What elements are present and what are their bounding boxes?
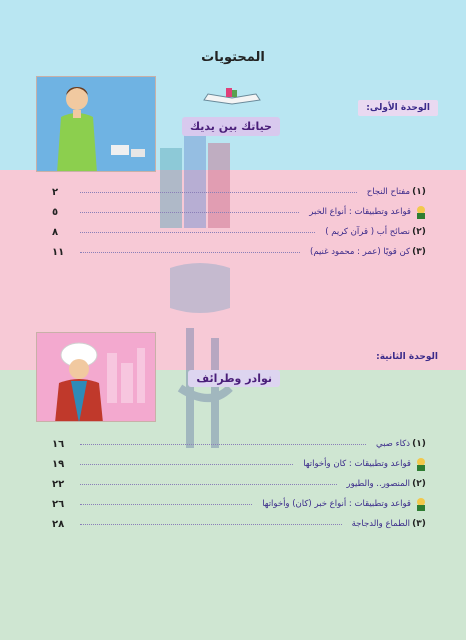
unit-1-label: الوحدة الأولى: (358, 100, 438, 116)
toc-label: مفتاح النجاح (366, 187, 410, 197)
unit-2-label: الوحدة الثانية: (376, 352, 438, 362)
toc-row[interactable] (52, 222, 428, 242)
grammar-icon (414, 205, 428, 219)
open-book-icon (200, 86, 264, 108)
toc-row[interactable] (52, 202, 428, 222)
toc-row[interactable] (52, 494, 428, 514)
toc-number: (٢) (412, 227, 426, 237)
boy-illustration (36, 76, 156, 172)
toc-leader (80, 504, 252, 505)
toc-page: ١٦ (52, 438, 65, 450)
toc-label: قواعد وتطبيقات : أنواع خبر (كان) وأخواتها (262, 499, 411, 509)
toc-leader (80, 192, 357, 193)
grammar-icon (414, 457, 428, 471)
toc-label: نصائح أب ( قرآن كريم ) (325, 227, 410, 237)
unit-1-title: حياتك بين يديك (182, 117, 280, 136)
toc-row[interactable] (52, 242, 428, 262)
toc-page: ٢ (52, 186, 59, 198)
toc-page: ١١ (52, 246, 65, 258)
grammar-icon (414, 497, 428, 511)
toc-label: ذكاء صبي (376, 439, 410, 449)
unit-2-toc (52, 434, 428, 534)
turban-man-illustration (36, 332, 156, 422)
toc-page: ٢٦ (52, 498, 65, 510)
unit-1-toc (52, 182, 428, 262)
toc-leader (80, 232, 315, 233)
toc-page: ٢٢ (52, 478, 65, 490)
toc-row[interactable] (52, 182, 428, 202)
toc-page: ٢٨ (52, 518, 65, 530)
toc-leader (80, 444, 366, 445)
toc-leader (80, 252, 300, 253)
toc-page: ٨ (52, 226, 59, 238)
toc-row[interactable] (52, 454, 428, 474)
page-title: المحتويات (201, 50, 265, 65)
toc-row[interactable] (52, 474, 428, 494)
toc-page: ٥ (52, 206, 59, 218)
toc-row[interactable] (52, 514, 428, 534)
toc-number: (١) (412, 439, 426, 449)
unit-2-title: نوادر وطرائف (188, 370, 280, 387)
toc-label: كن قويًا (عمر : محمود غنيم) (310, 247, 410, 257)
toc-row[interactable] (52, 434, 428, 454)
toc-number: (٣) (412, 247, 426, 257)
toc-leader (80, 464, 293, 465)
toc-leader (80, 212, 299, 213)
toc-label: الطماع والدجاجة (351, 519, 410, 529)
toc-label: المنصور.. والطيور (346, 479, 410, 489)
toc-number: (١) (412, 187, 426, 197)
books-watermark-icon (160, 128, 250, 468)
toc-label: قواعد وتطبيقات : كان وأخواتها (303, 459, 411, 469)
toc-leader (80, 524, 342, 525)
toc-number: (٢) (412, 479, 426, 489)
toc-label: قواعد وتطبيقات : أنواع الخبر (309, 207, 411, 217)
toc-number: (٣) (412, 519, 426, 529)
toc-leader (80, 484, 337, 485)
toc-page: ١٩ (52, 458, 65, 470)
